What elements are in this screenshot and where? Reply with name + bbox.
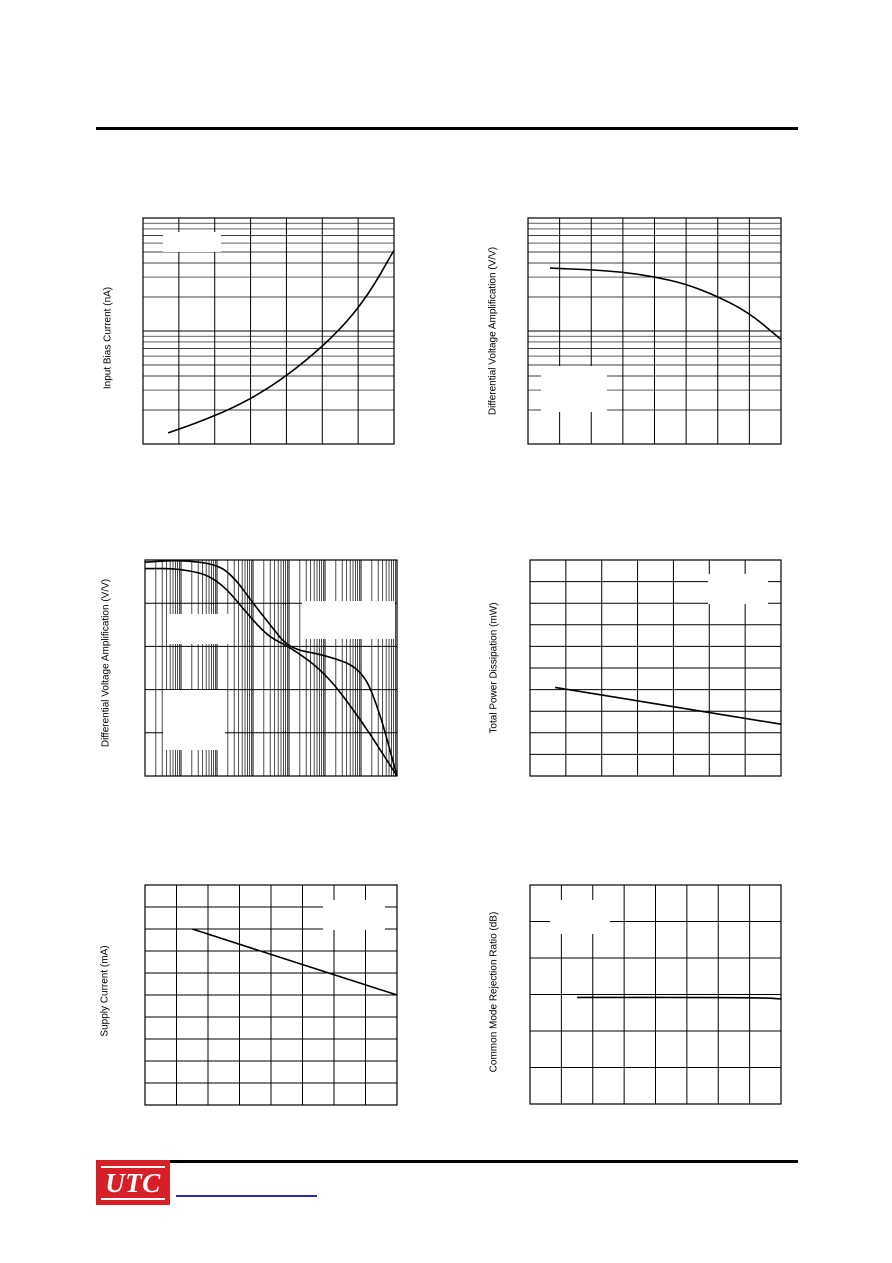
utc-logo bbox=[96, 1160, 170, 1205]
ylabel-total-power-dissipation: Total Power Dissipation (mW) bbox=[488, 602, 500, 734]
series-line-1-0 bbox=[550, 268, 781, 339]
legend-box bbox=[163, 232, 221, 252]
legend-box bbox=[323, 900, 385, 930]
ylabel-input-bias-current: Input Bias Current (nA) bbox=[102, 286, 114, 390]
series-line-5-0 bbox=[577, 997, 781, 999]
ylabel-diff-voltage-amp-2: Differential Voltage Amplification (V/V) bbox=[100, 578, 112, 748]
legend-box bbox=[708, 574, 768, 604]
footer-rule bbox=[96, 1160, 798, 1163]
ylabel-cmrr: Common Mode Rejection Ratio (dB) bbox=[488, 911, 500, 1073]
legend-box bbox=[167, 614, 231, 644]
legend-box bbox=[541, 366, 607, 412]
legend-box bbox=[550, 900, 610, 934]
series-line-0-0 bbox=[168, 250, 394, 433]
utc-logo-text: UTC bbox=[101, 1166, 165, 1200]
series-line-4-0 bbox=[192, 929, 397, 995]
website-link-underline[interactable] bbox=[176, 1195, 317, 1197]
legend-box bbox=[163, 690, 225, 750]
ylabel-supply-current: Supply Current (mA) bbox=[99, 945, 111, 1037]
series-line-3-0 bbox=[555, 687, 781, 724]
legend-box bbox=[302, 601, 395, 639]
ylabel-diff-voltage-amp-1: Differential Voltage Amplification (V/V) bbox=[487, 246, 499, 416]
